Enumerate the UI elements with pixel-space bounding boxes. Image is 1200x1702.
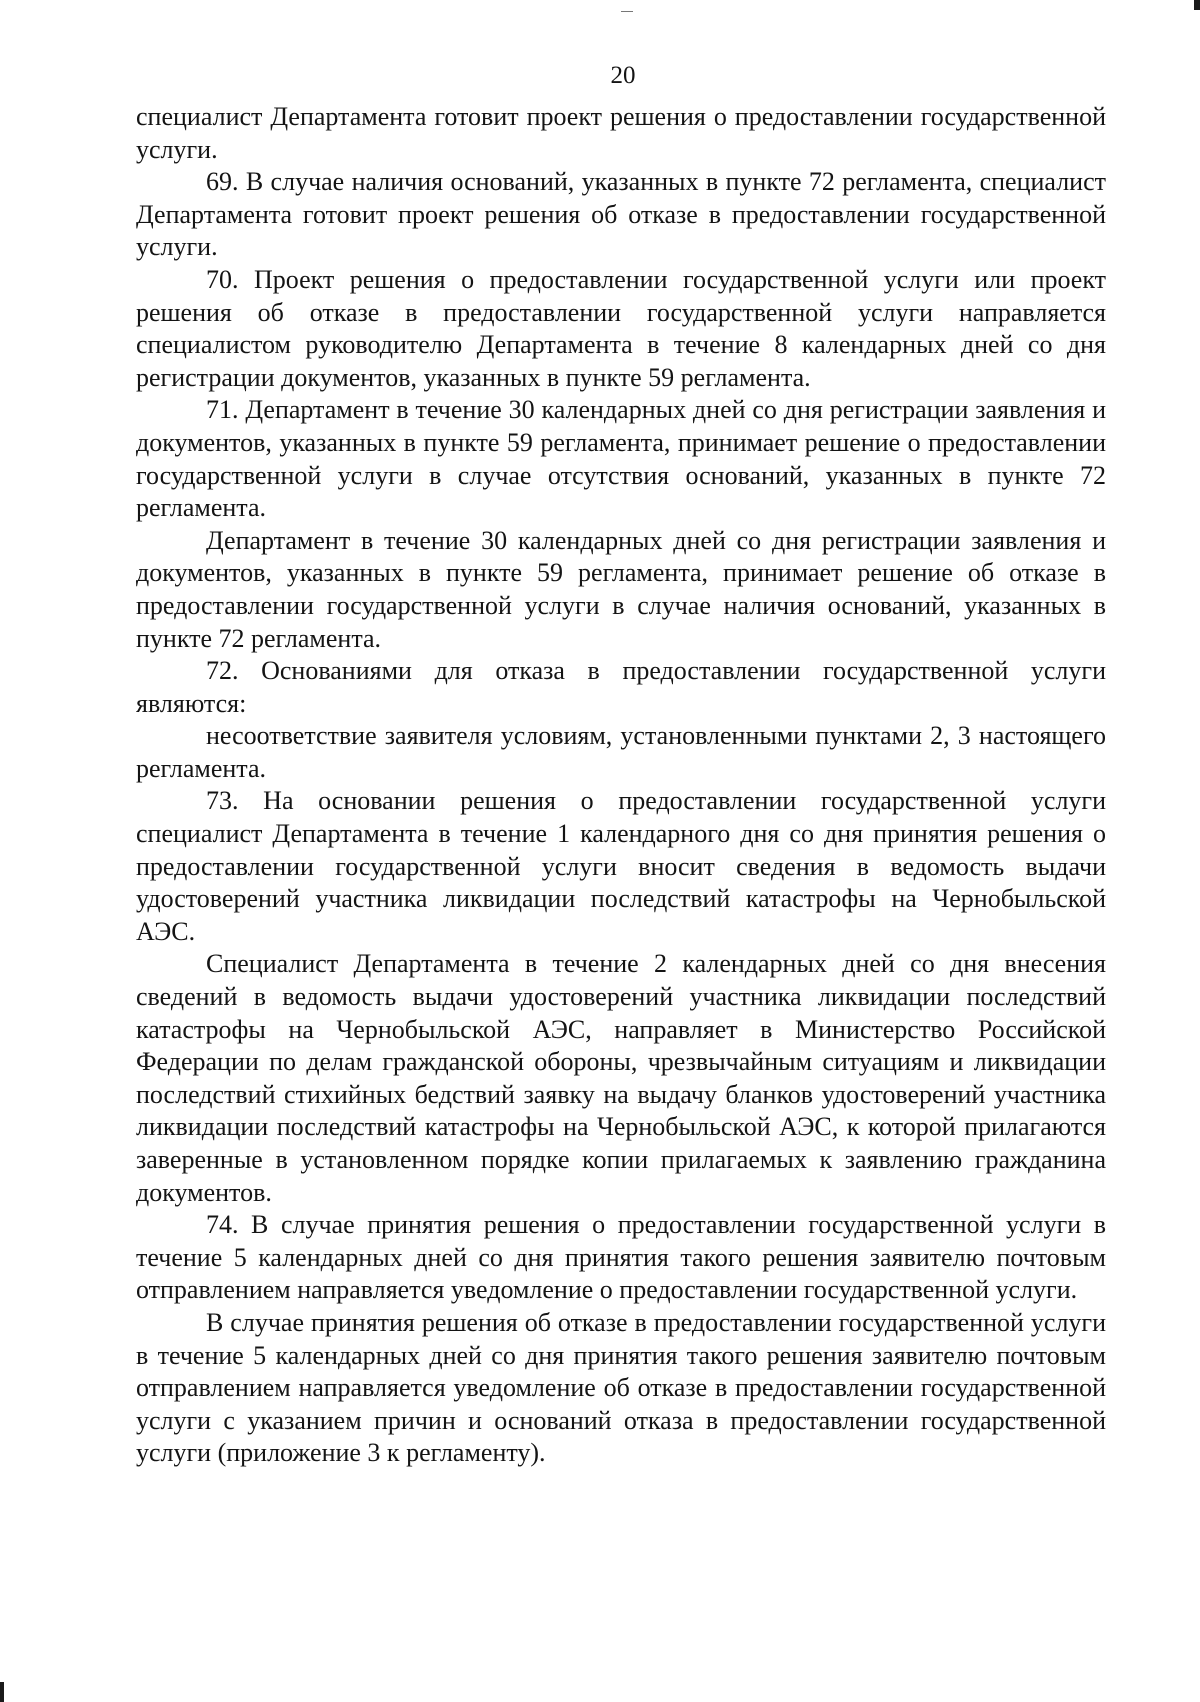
paragraph-71: 71. Департамент в течение 30 календарных дней со дня регистрации заявления и документов, указанных в пункте 59 регламента, принимает решение о предоставлении государственной услуги в случае отсутствия оснований, указанных в пункте 72 регламента. [136, 395, 1106, 523]
scan-mark-top-right [1194, 0, 1200, 10]
document-body [136, 101, 1106, 1470]
paragraph-70: 70. Проект решения о предоставлении государственной услуги или проект решения об отказе в предоставлении государственной услуги направляется специалистом руководителю Департамента в течение 8 календарных дней со дня регистрации документов, указанных в пункте 59 регламента. [136, 264, 1106, 392]
page-number: 20 [610, 62, 636, 89]
paragraph-69: 69. В случае наличия оснований, указанных в пункте 72 регламента, специалист Департамента готовит проект решения об отказе в предоставлении государственной услуги. [136, 167, 1106, 262]
paragraph: специалист Департамента готовит проект решения о предоставлении государственной услуги. [136, 102, 1106, 164]
paragraph-74-refusal: В случае принятия решения об отказе в предоставлении государственной услуги в течение 5 календарных дней со дня принятия такого решения заявителю почтовым отправлением направляется уведомление об отказе в предоставлении государственной услуги с указанием причин и оснований отказа в предоставлении государственной услуги (приложение 3 к регламенту). [136, 1307, 1106, 1468]
paragraph-74: 74. В случае принятия решения о предоставлении государственной услуги в течение 5 календарных дней со дня принятия такого решения заявителю почтовым отправлением направляется уведомление о предоставлении государственной услуги. [136, 1210, 1106, 1305]
paragraph-73-request: Специалист Департамента в течение 2 календарных дней со дня внесения сведений в ведомость выдачи удостоверений участника ликвидации последствий катастрофы на Чернобыльской АЭС, направляет в Министерство Российской Федерации по делам гражданской обороны, чрезвычайным ситуациям и ликвидации последствий стихийных бедствий заявку на выдачу бланков удостоверений участника ликвидации последствий катастрофы на Чернобыльской АЭС, к которой прилагаются заверенные в установленном порядке копии прилагаемых к заявлению гражданина документов. [136, 949, 1106, 1207]
paragraph-71-refusal: Департамент в течение 30 календарных дней со дня регистрации заявления и документов, указанных в пункте 59 регламента, принимает решение об отказе в предоставлении государственной услуги в случае наличия оснований, указанных в пункте 72 регламента. [136, 525, 1106, 653]
paragraph-72: 72. Основаниями для отказа в предоставлении государственной услуги являются: [136, 656, 1106, 718]
paragraph-73: 73. На основании решения о предоставлении государственной услуги специалист Департамента в течение 1 календарного дня со дня принятия решения о предоставлении государственной услуги вносит сведения в ведомость выдачи удостоверений участника ликвидации последствий катастрофы на Чернобыльской АЭС. [136, 786, 1106, 946]
scan-mark-top-center [621, 11, 633, 12]
paragraph-72-ground: несоответствие заявителя условиям, установленными пунктами 2, 3 настоящего регламента. [136, 721, 1106, 783]
scan-mark-bottom-left [0, 1682, 4, 1702]
